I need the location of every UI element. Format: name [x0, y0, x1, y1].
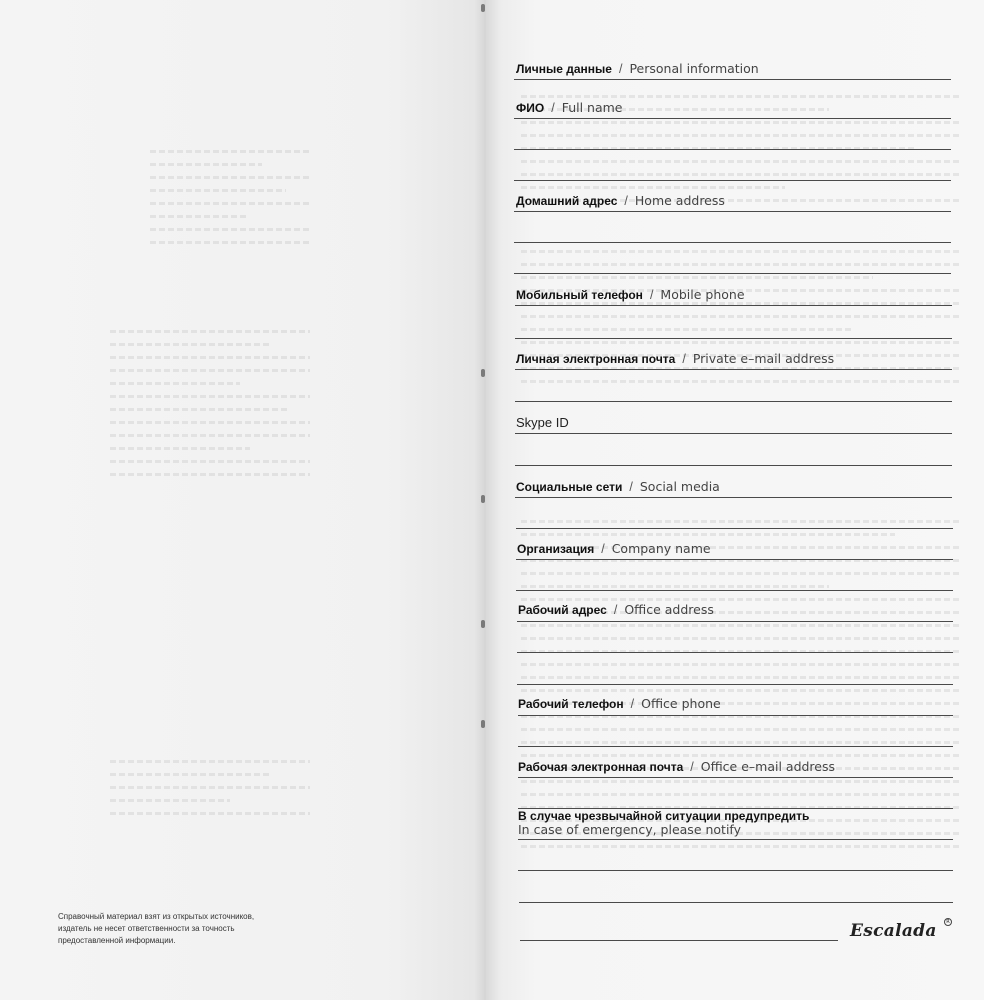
write-line[interactable]: [514, 79, 951, 80]
write-line[interactable]: [518, 808, 953, 809]
write-line[interactable]: [514, 118, 951, 119]
field-label-ru: Личные данные: [516, 62, 612, 76]
field-label-ru: Рабочая электронная почта: [518, 760, 684, 774]
write-line[interactable]: [518, 715, 953, 716]
write-line[interactable]: [514, 180, 951, 181]
left-page: [0, 0, 484, 1000]
field-mobile-phone: Мобильный телефон / Mobile phone: [516, 287, 745, 302]
field-label-en: Office address: [624, 602, 714, 617]
spine-stitch: [481, 495, 485, 503]
field-label-ru: ФИО: [516, 101, 545, 115]
spine-stitch: [481, 620, 485, 628]
field-label-ru: Организация: [517, 542, 595, 556]
write-line[interactable]: [516, 528, 953, 529]
write-line[interactable]: [520, 940, 838, 941]
field-home-address: Домашний адрес / Home address: [516, 193, 725, 208]
write-line[interactable]: [519, 902, 953, 903]
registered-mark-icon: R: [944, 918, 952, 926]
field-label-ru: Рабочий телефон: [518, 697, 624, 711]
write-line[interactable]: [518, 777, 953, 778]
write-line[interactable]: [515, 497, 952, 498]
field-full-name: ФИО / Full name: [516, 100, 623, 115]
write-line[interactable]: [517, 652, 953, 653]
spine-stitch: [481, 4, 485, 12]
field-label-en: Office phone: [641, 696, 721, 711]
field-office-email: Рабочая электронная почта / Office e–mail address: [518, 759, 836, 774]
field-label-en: Office e–mail address: [700, 759, 836, 774]
field-company: Организация / Company name: [517, 541, 711, 556]
field-personal-info: Личные данные / Personal information: [516, 61, 759, 76]
field-social-media: Социальные сети / Social media: [516, 479, 720, 494]
disclaimer-line: предоставленной информации.: [58, 936, 176, 945]
write-line[interactable]: [517, 621, 953, 622]
write-line[interactable]: [518, 870, 953, 871]
write-line[interactable]: [518, 839, 953, 840]
write-line[interactable]: [515, 338, 952, 339]
write-line[interactable]: [514, 273, 951, 274]
field-label-en: Mobile phone: [660, 287, 745, 302]
disclaimer-line: Справочный материал взят из открытых источников,: [58, 912, 255, 921]
field-label-en: Company name: [611, 541, 711, 556]
field-label-en: Full name: [561, 100, 623, 115]
right-page: [486, 0, 984, 1000]
field-label-ru: Социальные сети: [516, 480, 623, 494]
write-line[interactable]: [515, 369, 952, 370]
write-line[interactable]: [514, 242, 951, 243]
write-line[interactable]: [515, 465, 952, 466]
write-line[interactable]: [517, 684, 953, 685]
field-label-ru: В случае чрезвычайной ситуации предупредить: [518, 809, 810, 823]
field-label-en: Home address: [634, 193, 725, 208]
field-label-ru: Личная электронная почта: [516, 352, 676, 366]
field-office-phone: Рабочий телефон / Office phone: [518, 696, 721, 711]
write-line[interactable]: [516, 559, 953, 560]
field-emergency: [518, 808, 809, 837]
show-through-text: [110, 330, 310, 486]
field-label-ru: Мобильный телефон: [516, 288, 643, 302]
show-through-text: [110, 760, 310, 825]
write-line[interactable]: [515, 305, 952, 306]
show-through-text: [150, 150, 310, 254]
field-label-en: In case of emergency, please notify: [518, 822, 742, 837]
spine-stitch: [481, 720, 485, 728]
field-label-ru: Рабочий адрес: [518, 603, 607, 617]
field-label-ru: Skype ID: [516, 415, 569, 430]
write-line[interactable]: [515, 433, 952, 434]
field-label-ru: Домашний адрес: [516, 194, 618, 208]
show-through-text: [521, 250, 961, 393]
field-office-address: Рабочий адрес / Office address: [518, 602, 714, 617]
disclaimer-line: издатель не несет ответственности за точность: [58, 924, 235, 933]
field-skype: [516, 415, 569, 430]
field-private-email: Личная электронная почта / Private e–mail address: [516, 351, 835, 366]
write-line[interactable]: [514, 211, 951, 212]
field-label-en: Personal information: [629, 61, 759, 76]
brand-logo: Escalada: [850, 921, 937, 941]
field-label-en: Social media: [639, 479, 720, 494]
spine-stitch: [481, 369, 485, 377]
write-line[interactable]: [518, 746, 953, 747]
write-line[interactable]: [516, 590, 953, 591]
write-line[interactable]: [515, 401, 952, 402]
disclaimer-text: [58, 911, 328, 947]
write-line[interactable]: [514, 149, 951, 150]
field-label-en: Private e–mail address: [692, 351, 835, 366]
